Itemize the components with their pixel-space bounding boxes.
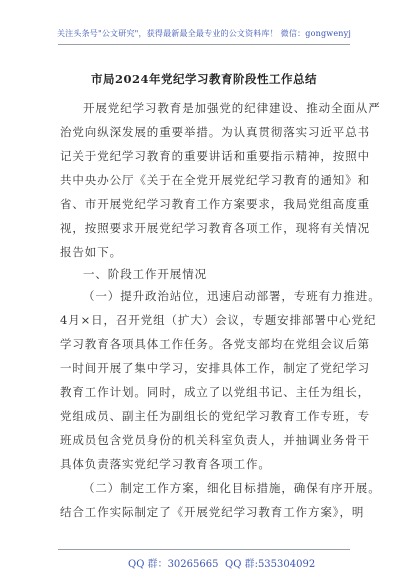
body-line: 班成员包含党员身份的机关科室负责人，并抽调业务骨干 xyxy=(60,433,370,447)
body-line: 报告如下。 xyxy=(60,245,122,259)
body-line: 结合工作实际制定了《开展党纪学习教育工作方案》，明 xyxy=(60,505,365,519)
body-line: 学习教育各项具体工作任务。各党支部均在党组会议后第 xyxy=(60,337,370,351)
document-title: 市局2024年党纪学习教育阶段性工作总结 xyxy=(90,72,317,86)
body-line: 省、市开展党纪学习教育工作方案要求，我局党组高度重 xyxy=(60,197,370,211)
body-line: 开展党纪学习教育是加强党的纪律建设、推动全面从严 xyxy=(83,101,381,115)
section-heading: 一、阶段工作开展情况 xyxy=(83,267,207,281)
body-line: 视，按照要求开展党纪学习教育各项工作，现将有关情况 xyxy=(60,221,370,235)
body-line: 一时间开展了集中学习，安排具体工作，制定了党纪学习 xyxy=(60,361,370,375)
body-line: 具体负责落实党纪学习教育各项工作。 xyxy=(60,457,271,471)
body-line: 教育工作计划。同时，成立了以党组书记、主任为组长， xyxy=(60,385,370,399)
body-line: 记关于党纪学习教育的重要讲话和重要指示精神，按照中 xyxy=(60,149,370,163)
body-line: （一）提升政治站位，迅速启动部署，专班有力推进。 xyxy=(83,289,381,303)
body-line: 共中央办公厅《关于在全党开展党纪学习教育的通知》和 xyxy=(60,173,370,187)
body-line: （二）制定工作方案，细化目标措施，确保有序开展。 xyxy=(83,481,381,495)
header-banner: 关注头条号"公文研究"，获得最新最全最专业的公文资料库！ 微信：gongwenyj xyxy=(56,29,352,38)
header-divider xyxy=(58,44,350,45)
footer-divider xyxy=(58,549,350,550)
footer-qq-group-left: QQ 群：30265665 xyxy=(128,559,219,570)
body-line: 治党向纵深发展的重要举措。为认真贯彻落实习近平总书 xyxy=(60,125,370,139)
footer-qq-group-right: QQ 群:535304092 xyxy=(225,559,316,570)
body-line: 党组成员、副主任为副组长的党纪学习教育工作专班，专 xyxy=(60,409,370,423)
body-line: 4月×日，召开党组（扩大）会议，专题安排部署中心党纪 xyxy=(60,313,377,327)
